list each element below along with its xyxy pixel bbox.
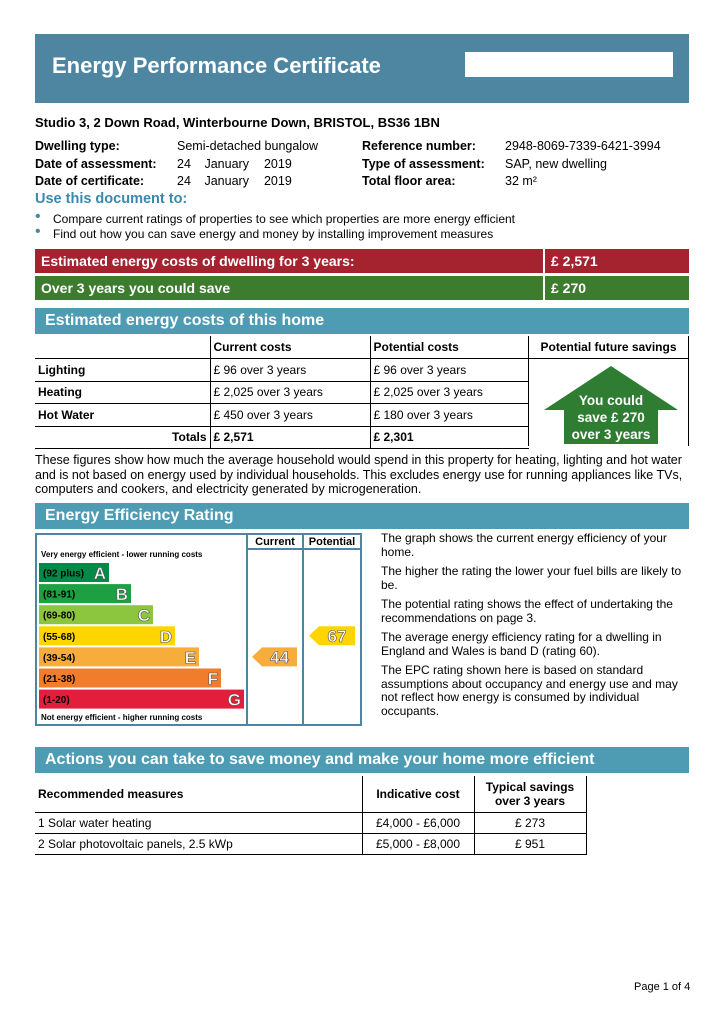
certificate-date-label: Date of certificate: — [35, 174, 145, 188]
measure-savings: £ 951 — [474, 833, 586, 854]
actions-section-heading: Actions you can take to save money and make your home more efficient — [35, 747, 689, 773]
measure-cost: £4,000 - £6,000 — [362, 812, 474, 833]
band-letter: A — [93, 564, 106, 583]
assessment-month: January — [204, 156, 249, 171]
measure-savings: £ 273 — [474, 812, 586, 833]
rating-desc-para: The graph shows the current energy efficiency of your home. — [381, 531, 667, 559]
row-current: £ 2,025 over 3 years — [210, 381, 370, 404]
row-label: Hot Water — [35, 404, 210, 427]
band-range: (92 plus) — [43, 568, 85, 580]
rating-desc-para: The average energy efficiency rating for a dwelling in England and Wales is band D (rating 60). — [381, 630, 662, 658]
measure-cost: £5,000 - £8,000 — [362, 833, 474, 854]
property-details — [35, 138, 689, 191]
totals-potential: £ 2,301 — [370, 426, 529, 449]
certificate-month: January — [204, 174, 249, 188]
bullet-icon: • — [35, 208, 41, 225]
rating-top-note: Very energy efficient - lower running costs — [41, 550, 203, 559]
savings-label: Over 3 years you could save — [35, 276, 543, 300]
rating-desc-para: The potential rating shows the effect of undertaking the recommendations on page 3. — [381, 597, 673, 625]
col-current-costs: Current costs — [210, 336, 370, 359]
col-potential-costs: Potential costs — [370, 336, 529, 359]
certificate-day: 24 — [177, 174, 191, 188]
table-row — [35, 404, 529, 427]
savings-value: £ 270 — [545, 276, 689, 300]
assessment-date-value — [177, 156, 292, 174]
floor-area-label: Total floor area: — [362, 174, 456, 188]
property-address: Studio 3, 2 Down Road, Winterbourne Down, BRISTOL, BS36 1BN — [35, 115, 440, 130]
band-letter: D — [159, 627, 172, 647]
certificate-date-value — [177, 173, 292, 191]
costs-table — [35, 336, 529, 449]
rating-col-current: Current — [255, 536, 295, 548]
col-indicative-cost: Indicative cost — [362, 776, 474, 812]
band-range: (1-20) — [43, 695, 70, 707]
bullet-icon: • — [35, 223, 41, 240]
certificate-year: 2019 — [263, 174, 292, 188]
potential-savings-column — [528, 336, 689, 446]
efficiency-section-heading: Energy Efficiency Rating — [35, 503, 689, 529]
rating-graph — [35, 533, 362, 726]
rating-desc-para: The higher the rating the lower your fuel bills are likely to be. — [381, 564, 682, 592]
row-label: Heating — [35, 381, 210, 404]
row-potential: £ 2,025 over 3 years — [370, 381, 529, 404]
col-potential-savings: Potential future savings — [529, 336, 688, 359]
page-number: Page 1 of 4 — [634, 981, 691, 993]
band-letter: E — [184, 648, 196, 668]
band-range: (69-80) — [43, 610, 76, 622]
floor-area-value: 32 m² — [505, 174, 537, 188]
savings-bar — [35, 276, 689, 300]
band-letter: B — [115, 585, 128, 605]
assessment-type-label: Type of assessment: — [362, 156, 485, 171]
use-document-bullets — [35, 208, 516, 242]
col-typical-savings: Typical savings over 3 years — [474, 776, 586, 812]
rating-bottom-note: Not energy efficient - higher running costs — [41, 713, 203, 722]
row-current: £ 450 over 3 years — [210, 404, 370, 427]
table-row — [35, 381, 529, 404]
potential-rating-value: 67 — [327, 626, 347, 646]
totals-label: Totals — [35, 426, 210, 449]
band-range: (39-54) — [43, 652, 76, 664]
costs-blank-header — [35, 336, 210, 359]
dwelling-type-value: Semi-detached bungalow — [177, 139, 319, 153]
assessment-date-label: Date of assessment: — [35, 156, 157, 171]
totals-current: £ 2,571 — [210, 426, 370, 449]
efficiency-rating-chart — [35, 533, 362, 726]
assessment-day: 24 — [177, 156, 191, 171]
band-range: (81-91) — [43, 589, 76, 601]
band-range: (55-68) — [43, 631, 76, 643]
rating-description — [381, 532, 691, 724]
table-row — [35, 359, 529, 382]
band-g-bar — [39, 690, 244, 709]
table-row — [35, 833, 586, 854]
header-banner — [35, 34, 689, 103]
current-rating-value: 44 — [270, 647, 289, 667]
bullet-item: • Find out how you can save energy and money by installing improvement measures — [35, 223, 494, 241]
use-document-heading: Use this document to: — [35, 191, 188, 207]
table-row — [35, 812, 586, 833]
row-current: £ 96 over 3 years — [210, 359, 370, 382]
rating-bands — [39, 563, 244, 710]
measure-name: 2 Solar photovoltaic panels, 2.5 kWp — [35, 833, 362, 854]
col-recommended-measures: Recommended measures — [38, 786, 184, 801]
actions-table — [35, 776, 587, 855]
rating-desc-para: The EPC rating shown here is based on standard assumptions about occupancy and energy use and may not reflect how energy is consumed by individual occupants. — [381, 663, 678, 718]
page-title: Energy Performance Certificate — [52, 53, 381, 78]
measure-name: 1 Solar water heating — [35, 812, 362, 833]
reference-label: Reference number: — [362, 139, 476, 153]
row-potential: £ 96 over 3 years — [370, 359, 529, 382]
dwelling-type-label: Dwelling type: — [35, 139, 120, 153]
row-label: Lighting — [35, 359, 210, 382]
house-savings-text: You could save £ 270 over 3 years — [571, 393, 651, 442]
band-letter: F — [207, 669, 218, 689]
rating-col-potential: Potential — [308, 536, 356, 548]
costs-section-heading: Estimated energy costs of this home — [35, 308, 689, 334]
bullet-item: • Compare current ratings of properties to see which properties are more energy efficient — [35, 208, 516, 226]
estimated-cost-label: Estimated energy costs of dwelling for 3 years: — [35, 249, 543, 273]
row-potential: £ 180 over 3 years — [370, 404, 529, 427]
band-letter: C — [137, 606, 150, 626]
header-blank-box — [465, 52, 673, 77]
band-letter: G — [227, 690, 241, 710]
costs-explanation: These figures show how much the average household would spend in this property for heating, lighting and hot water and is not based on energy used by individual households. This excludes energy use for running appliances like TVs, computers and cookers, and electricity generated by microgeneration. — [35, 453, 683, 496]
reference-value: 2948-8069-7339-6421-3994 — [505, 139, 661, 153]
totals-row — [35, 426, 529, 449]
band-range: (21-38) — [43, 674, 76, 685]
assessment-type-value: SAP, new dwelling — [505, 156, 607, 171]
assessment-year: 2019 — [263, 156, 292, 171]
estimated-cost-bar — [35, 249, 689, 273]
estimated-cost-value: £ 2,571 — [545, 249, 689, 273]
